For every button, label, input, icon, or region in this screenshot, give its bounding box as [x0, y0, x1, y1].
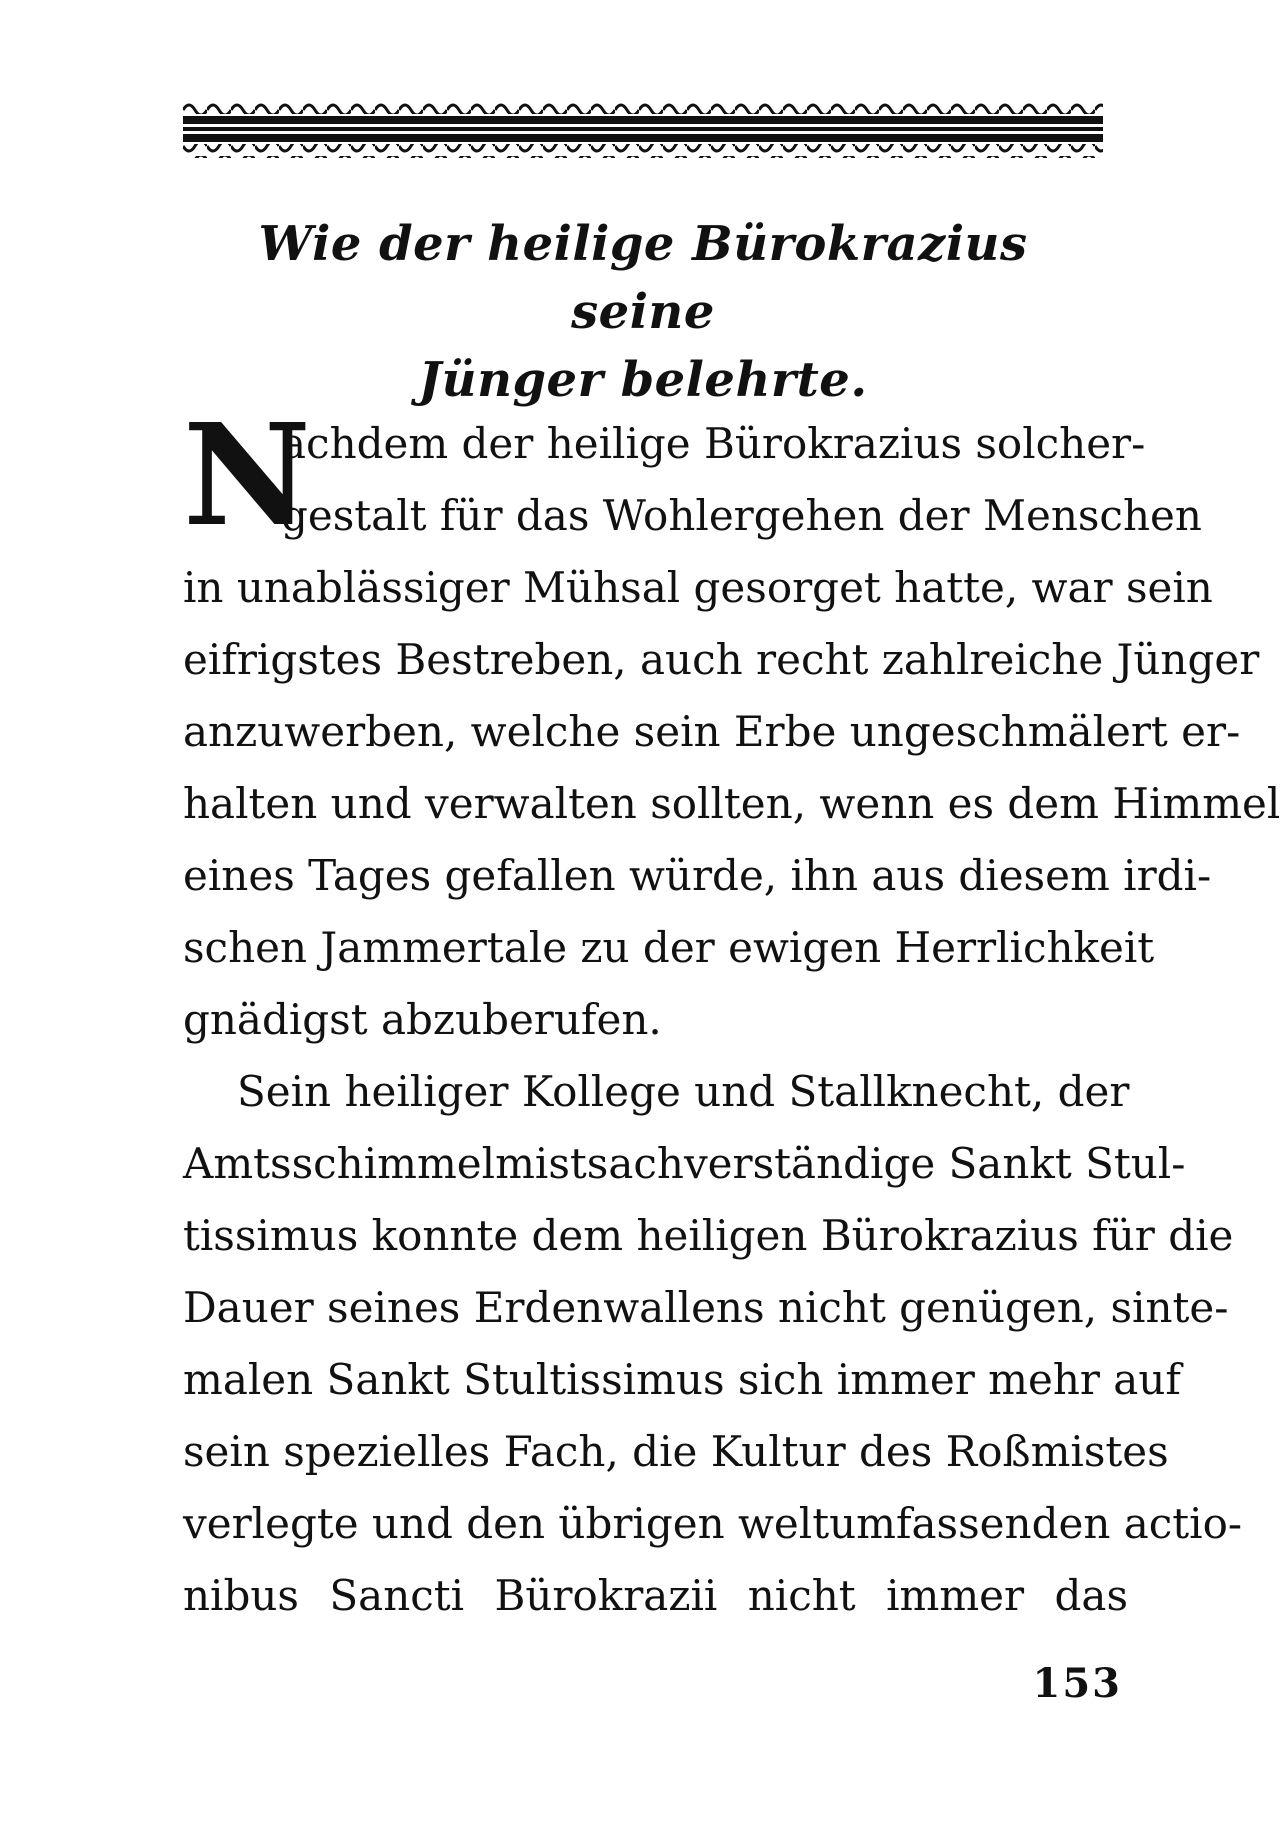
text-line: Amtsschimmelmistsachverständige Sankt Stul-: [183, 1139, 1186, 1188]
text-line: eines Tages gefallen würde, ihn aus diesem irdi-: [183, 851, 1212, 900]
text-line: gnädigst abzuberufen.: [183, 995, 662, 1044]
text-line: verlegte und den übrigen weltumfassenden actio-: [183, 1499, 1243, 1548]
text-line: malen Sankt Stultissimus sich immer mehr auf: [183, 1355, 1181, 1404]
chapter-title-line-2: Jünger belehrte.: [418, 352, 868, 408]
text-line: Dauer seines Erdenwallens nicht genügen, sinte-: [183, 1283, 1229, 1332]
header-ornament: [183, 100, 1103, 162]
chapter-title-line-1: Wie der heilige Bürokrazius seine: [258, 216, 1028, 340]
text-line: achdem der heilige Bürokrazius solcher-: [281, 419, 1146, 468]
text-line: Sein heiliger Kollege und Stallknecht, der: [237, 1067, 1130, 1116]
text-line: nibus Sancti Bürokrazii nicht immer das: [183, 1571, 1128, 1620]
body-text: [183, 394, 1280, 1632]
double-wave-border-ornament-icon: [183, 100, 1103, 162]
text-line: gestalt für das Wohlergehen der Menschen: [281, 491, 1202, 540]
text-line: in unablässiger Mühsal gesorget hatte, war sein: [183, 563, 1213, 612]
text-line: halten und verwalten sollten, wenn es dem Himmel: [183, 779, 1280, 828]
text-line: anzuwerben, welche sein Erbe ungeschmälert er-: [183, 707, 1241, 756]
chapter-title: [183, 210, 1103, 414]
text-line: sein spezielles Fach, die Kultur des Roßmistes: [183, 1427, 1169, 1476]
text-line: eifrigstes Bestreben, auch recht zahlreiche Jünger: [183, 635, 1260, 684]
page-number: 153: [1032, 1660, 1122, 1707]
text-line: schen Jammertale zu der ewigen Herrlichkeit: [183, 923, 1155, 972]
text-line: tissimus konnte dem heiligen Bürokrazius für die: [183, 1211, 1234, 1260]
drop-cap: N: [183, 394, 311, 558]
